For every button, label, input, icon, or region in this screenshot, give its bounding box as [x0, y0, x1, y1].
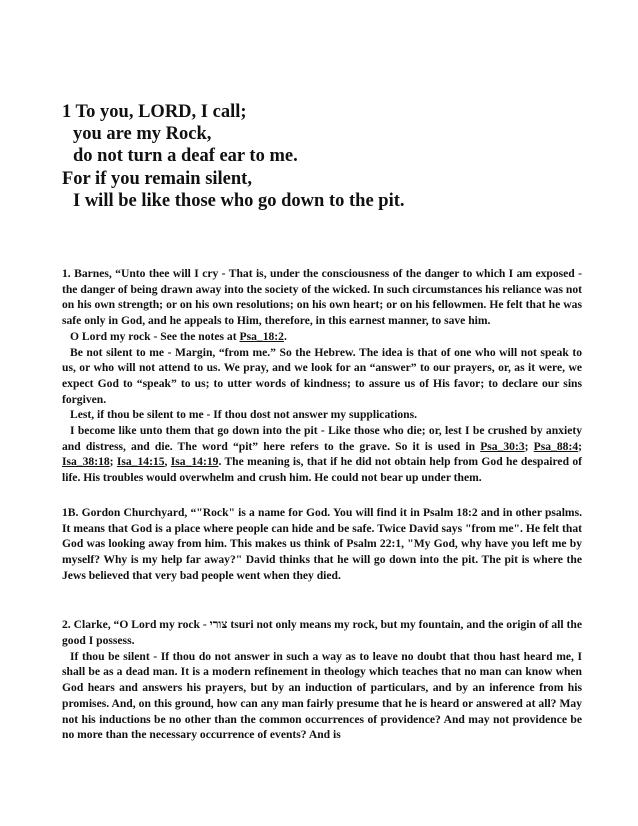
barnes-intro-paragraph: 1. Barnes, “Unto thee will I cry - That is, under the consciousness of the danger to which I am exposed - the danger of being drawn away into the society of the wicked. In such circumstances his reliance was not on his own strength; or on his own resolutions; on his own heart; or on his fellowmen. He felt that he was safe only in God, and he appeals to Him, therefore, in this earnest manner, to save him.	[62, 267, 582, 328]
verse-line: you are my Rock,	[73, 124, 212, 145]
barnes-silent-paragraph: Be not silent to me - Margin, “from me.” So the Hebrew. The idea is that of one who will not speak to us, or who will not attend to us. We pray, and we look for an “answer” to our prayers, or, as it were, we expect God to “speak” to us; to utter words of kindness; to assure us of His favor; to declare our sins forgiven.	[62, 345, 582, 406]
clarke-rock-paragraph: 2. Clarke, “O Lord my rock - צורי tsuri not only means my rock, but my fountain, and the origin of all the good I possess.	[62, 618, 582, 648]
verse-line: For if you remain silent,	[62, 168, 252, 189]
scripture-link[interactable]: Psa_88:4	[533, 439, 579, 453]
scripture-link[interactable]: Psa_30:3	[480, 439, 525, 453]
scripture-link[interactable]: Isa_14:19	[170, 455, 219, 469]
barnes-pit-text: I become like unto them that go down into the pit - Like those who die; or, lest I be crushed by anxiety and distress, and die. The word “pit” here refers to the grave. So it is used in	[62, 424, 582, 453]
verse-line: do not turn a deaf ear to me.	[73, 146, 298, 167]
barnes-pit-paragraph	[62, 423, 582, 486]
scripture-link[interactable]: Psa_18:2	[239, 329, 284, 343]
scripture-link[interactable]: Isa_38:18	[62, 455, 110, 469]
separator: ;	[524, 439, 534, 453]
separator: ,	[164, 455, 171, 469]
barnes-rock-text: O Lord my rock - See the notes at	[70, 329, 240, 343]
clarke-silent-paragraph: If thou be silent - If thou do not answer in such a way as to leave no doubt that thou hast heard me, I shall be as a dead man. It is a modern refinement in theology which teaches that no man can know when God hears and answers his prayers, but by an induction of particulars, and by an inference from his promises. And, on this ground, how can any man fairly presume that he is heard or answered at all? May not his inductions be no other than the common occurrences of providence? And may not providence be no more than the necessary occurrence of events? And is	[62, 649, 582, 742]
barnes-pit-text-end: . The meaning is, that if he did not obtain help from God he despaired of life. His troubles would overwhelm and crush him. He could not bear up under them.	[62, 455, 582, 485]
barnes-lest-paragraph: Lest, if thou be silent to me - If thou dost not answer my supplications.	[70, 408, 417, 422]
punctuation: .	[283, 329, 287, 343]
verse-line: I will be like those who go down to the pit.	[73, 190, 405, 211]
commentary-block	[62, 266, 582, 743]
churchyard-paragraph: 1B. Gordon Churchyard, “"Rock" is a name for God. You will find it in Psalm 18:2 and in other psalms. It means that God is a place where people can hide and be safe. Twice David says "from me". He felt that God was looking away from him. This makes us think of Psalm 22:1, "My God, why have you left me by myself? Why is my help far away?" David thinks that he will go down into the pit. The pit is where the Jews believed that very bad people went when they died.	[62, 505, 582, 582]
separator: ;	[578, 439, 582, 453]
verse-line: 1 To you, LORD, I call;	[62, 102, 247, 122]
scripture-link[interactable]: Isa_14:15	[116, 455, 165, 469]
verse-block	[62, 101, 622, 212]
separator: ;	[109, 455, 117, 469]
barnes-rock-paragraph	[62, 329, 582, 345]
